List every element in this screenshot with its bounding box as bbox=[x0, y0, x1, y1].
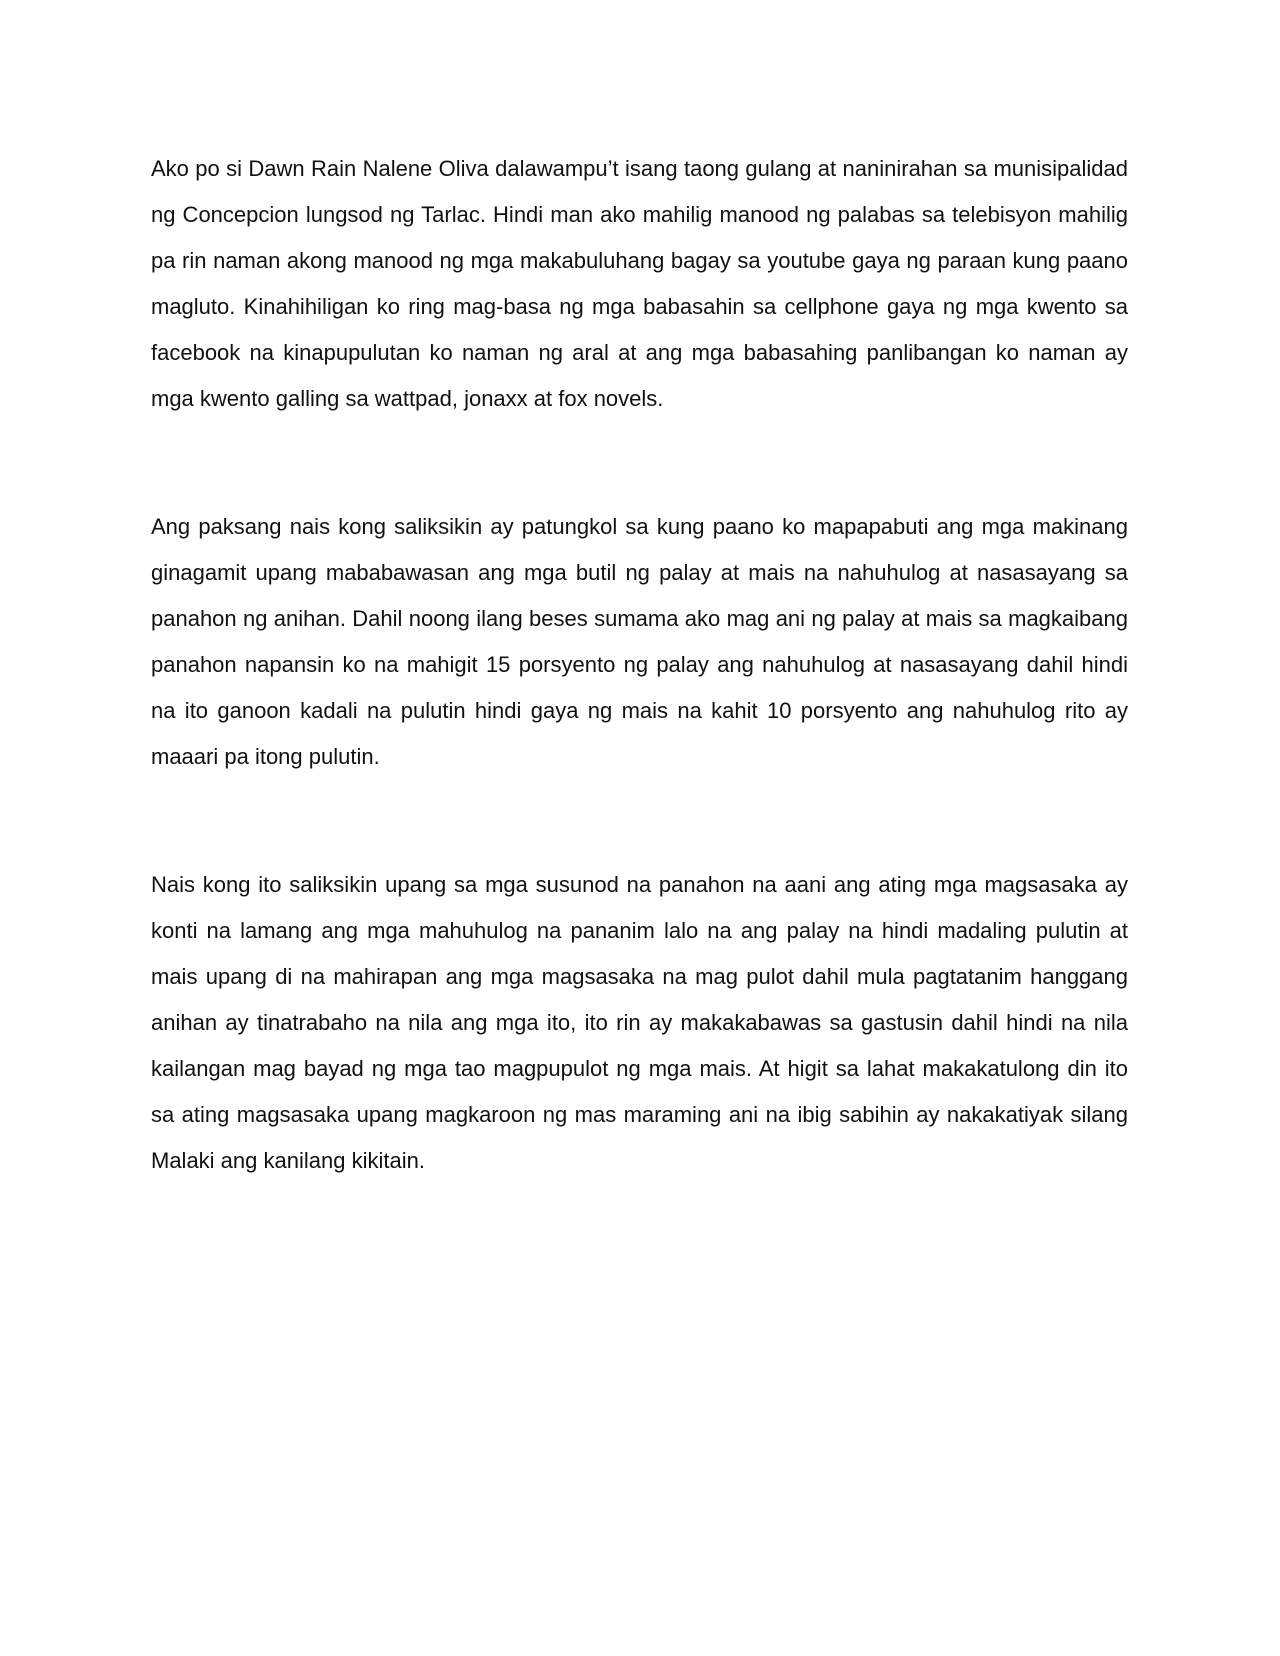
document-body bbox=[151, 146, 1128, 1184]
paragraph-research-purpose: Nais kong ito saliksikin upang sa mga susunod na panahon na aani ang ating mga magsasaka ay konti na lamang ang mga mahuhulog na pananim lalo na ang palay na hindi madaling pulutin at mais upang di na mahirapan ang mga magsasaka na mag pulot dahil mula pagtatanim hanggang anihan ay tinatrabaho na nila ang mga ito, ito rin ay makakabawas sa gastusin dahil hindi na nila kailangan mag bayad ng mga tao magpupulot ng mga mais. At higit sa lahat makakatulong din ito sa ating magsasaka upang magkaroon ng mas maraming ani na ibig sabihin ay nakakatiyak silang Malaki ang kanilang kikitain. bbox=[151, 872, 1128, 1173]
paragraph-introduction: Ako po si Dawn Rain Nalene Oliva dalawampu’t isang taong gulang at naninirahan sa munisipalidad ng Concepcion lungsod ng Tarlac. Hindi man ako mahilig manood ng palabas sa telebisyon mahilig pa rin naman akong manood ng mga makabuluhang bagay sa youtube gaya ng paraan kung paano magluto. Kinahihiligan ko ring mag-basa ng mga babasahin sa cellphone gaya ng mga kwento sa facebook na kinapupulutan ko naman ng aral at ang mga babasahing panlibangan ko naman ay mga kwento galling sa wattpad, jonaxx at fox novels. bbox=[151, 156, 1128, 411]
paragraph-research-topic: Ang paksang nais kong saliksikin ay patungkol sa kung paano ko mapapabuti ang mga makinang ginagamit upang mababawasan ang mga butil ng palay at mais na nahuhulog at nasasayang sa panahon ng anihan. Dahil noong ilang beses sumama ako mag ani ng palay at mais sa magkaibang panahon napansin ko na mahigit 15 porsyento ng palay ang nahuhulog at nasasayang dahil hindi na ito ganoon kadali na pulutin hindi gaya ng mais na kahit 10 porsyento ang nahuhulog rito ay maaari pa itong pulutin. bbox=[151, 514, 1128, 769]
